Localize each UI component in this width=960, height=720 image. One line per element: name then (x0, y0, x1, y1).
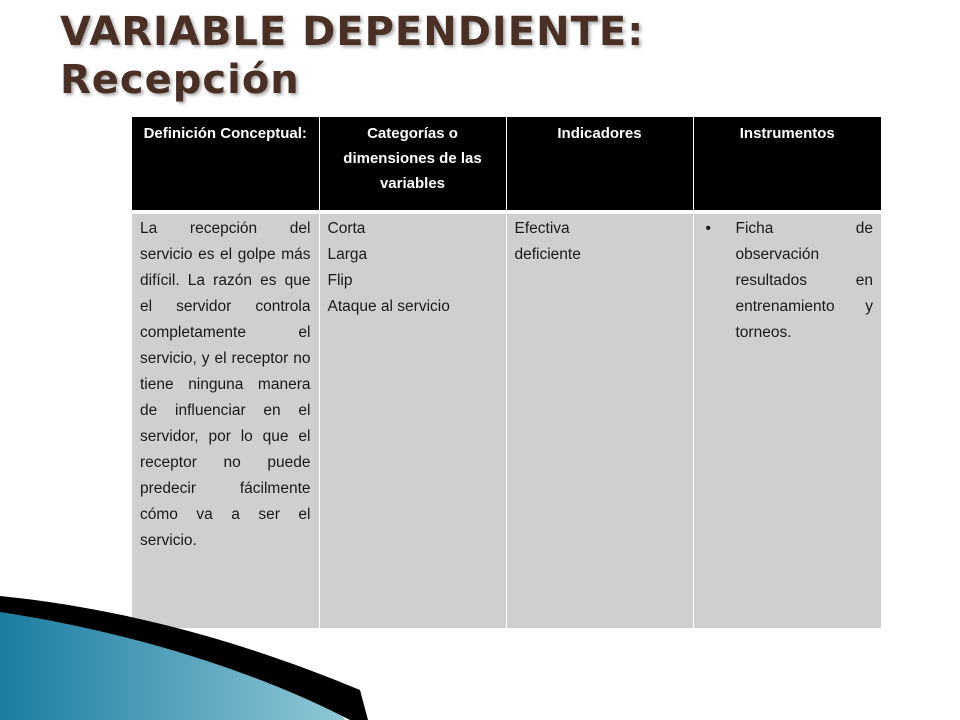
categoria-item: Ataque al servicio (327, 298, 450, 315)
categoria-item: Corta (327, 220, 366, 237)
header-indicadores: Indicadores (506, 117, 693, 212)
header-categorias: Categorías o dimensiones de las variables (319, 117, 506, 212)
header-instrumentos: Instrumentos (693, 117, 881, 212)
title-line-1: VARIABLE DEPENDIENTE: (60, 9, 645, 55)
indicador-item: deficiente (514, 246, 581, 263)
indicador-item: Efectiva (514, 220, 570, 237)
header-definicion: Definición Conceptual: (132, 117, 319, 212)
categoria-item: Larga (327, 246, 368, 263)
title-line-2: Recepción (60, 57, 300, 103)
cell-definicion: La recepción del servicio es el golpe más difícil. La razón es que el servidor controla completamente el servicio, y el receptor no tiene ninguna manera de influenciar en el servidor, por lo que el receptor no puede predecir fácilmente cómo va a ser el servicio. (132, 212, 319, 628)
instrumento-text: Ficha de observación resultados en entrenamiento y torneos. (735, 220, 873, 341)
categoria-item: Flip (327, 272, 353, 289)
bullet-icon: • (705, 220, 711, 237)
